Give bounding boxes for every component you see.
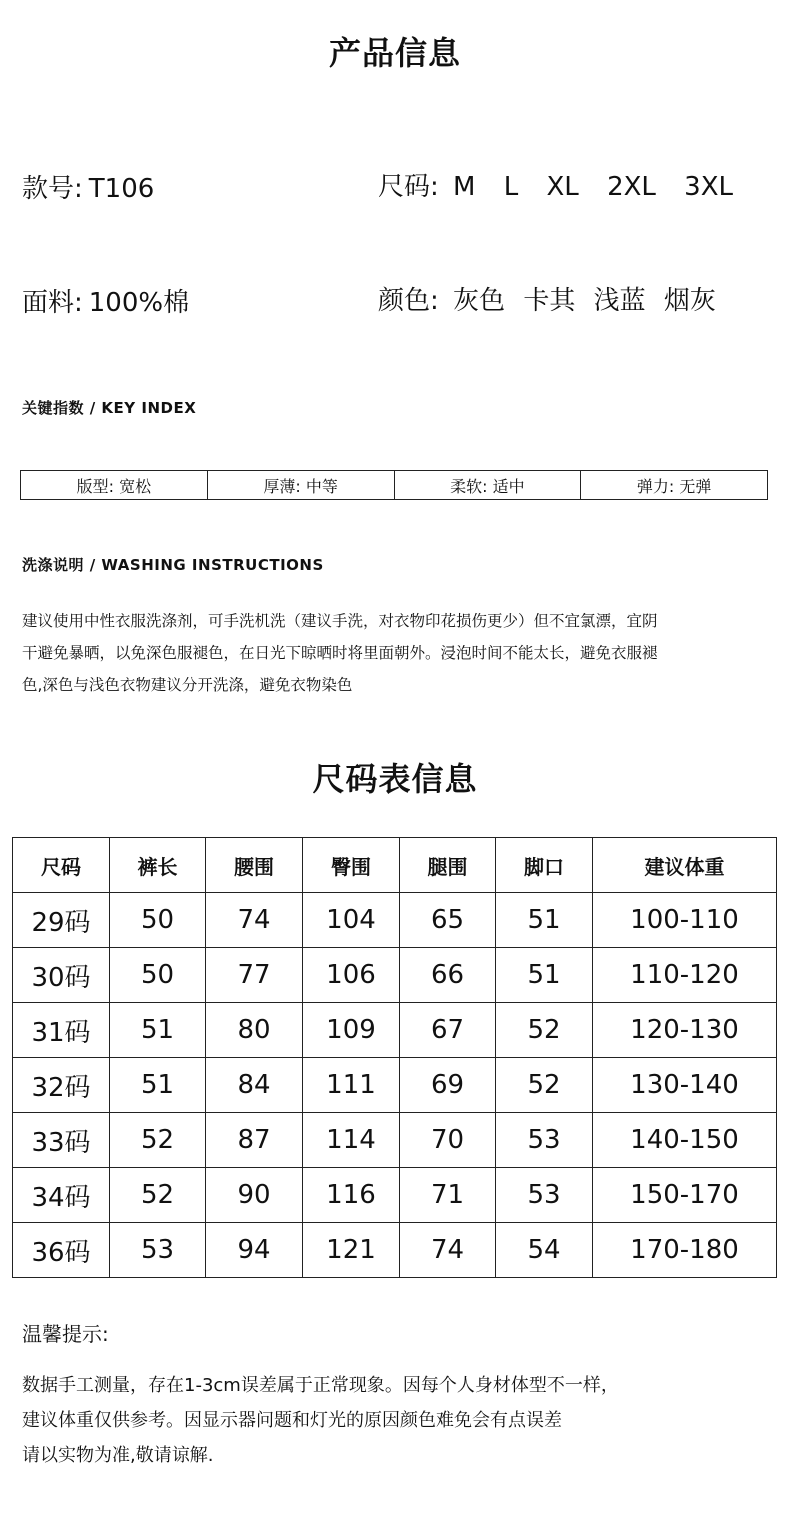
color-option: 灰色 [453,286,506,316]
washing-text [22,605,777,701]
table-cell: 80 [206,1003,303,1058]
washing-heading: 洗涤说明 / WASHING INSTRUCTIONS [22,556,324,574]
style-number-row [22,168,154,205]
size-option: 3XL [684,172,734,202]
table-cell: 34码 [13,1168,110,1223]
table-cell: 74 [206,893,303,948]
table-cell: 53 [496,1113,593,1168]
style-number-label: 款号: [22,174,83,204]
size-chart-table [12,837,777,1278]
column-header-hip: 臀围 [303,838,400,893]
color-option: 浅蓝 [593,286,646,316]
column-header-hem: 脚口 [496,838,593,893]
column-header-length: 裤长 [110,838,206,893]
washing-line: 干避免暴晒，以免深色服褪色，在日光下晾晒时将里面朝外。浸泡时间不能太长，避免衣服褪 [22,644,658,662]
table-cell: 29码 [13,893,110,948]
table-cell: 71 [400,1168,496,1223]
table-cell: 53 [496,1168,593,1223]
table-cell: 51 [496,948,593,1003]
table-cell: 32码 [13,1058,110,1113]
key-index-heading: 关键指数 / KEY INDEX [22,399,197,417]
table-cell: 70 [400,1113,496,1168]
table-cell: 51 [110,1003,206,1058]
size-row [378,166,753,203]
table-cell: 106 [303,948,400,1003]
product-info-title: 产品信息 [328,34,461,72]
table-cell: 65 [400,893,496,948]
key-index-softness: 柔软: 适中 [395,471,582,499]
table-cell: 53 [110,1223,206,1278]
table-cell: 94 [206,1223,303,1278]
key-index-elasticity: 弹力: 无弹 [636,476,712,496]
table-cell: 111 [303,1058,400,1113]
table-cell: 130-140 [593,1058,777,1113]
fabric-label: 面料: [22,288,83,318]
table-cell: 52 [110,1113,206,1168]
washing-line: 色,深色与浅色衣物建议分开洗涤，避免衣物染色 [22,676,353,694]
key-index-table [20,470,768,500]
column-header-size: 尺码 [13,838,110,893]
table-cell: 52 [496,1058,593,1113]
table-cell: 140-150 [593,1113,777,1168]
table-cell: 51 [110,1058,206,1113]
table-row [13,1058,777,1113]
table-row [13,1223,777,1278]
key-index-fit: 版型: 宽松 [21,471,208,499]
table-row [13,948,777,1003]
table-cell: 50 [110,893,206,948]
table-cell: 100-110 [593,893,777,948]
washing-line: 建议使用中性衣服洗涤剂，可手洗机洗（建议手洗，对衣物印花损伤更少）但不宜氯漂，宜阴 [22,612,658,630]
table-cell: 121 [303,1223,400,1278]
tips-title: 温馨提示: [22,1322,109,1346]
table-row [13,1113,777,1168]
table-cell: 67 [400,1003,496,1058]
table-cell: 52 [496,1003,593,1058]
table-cell: 114 [303,1113,400,1168]
color-label: 颜色: [378,286,439,316]
tips-text [22,1368,772,1473]
table-cell: 74 [400,1223,496,1278]
table-cell: 109 [303,1003,400,1058]
table-cell: 120-130 [593,1003,777,1058]
table-cell: 84 [206,1058,303,1113]
table-cell: 170-180 [593,1223,777,1278]
table-cell: 104 [303,893,400,948]
table-row [13,1168,777,1223]
table-cell: 50 [110,948,206,1003]
column-header-weight: 建议体重 [593,838,777,893]
table-cell: 69 [400,1058,496,1113]
table-row [13,893,777,948]
table-row [13,1003,777,1058]
size-chart-title: 尺码表信息 [312,760,478,798]
column-header-thigh: 腿围 [400,838,496,893]
table-cell: 110-120 [593,948,777,1003]
table-cell: 116 [303,1168,400,1223]
key-index-thickness: 厚薄: 中等 [208,471,395,499]
size-option: 2XL [607,172,656,202]
table-cell: 30码 [13,948,110,1003]
table-cell: 77 [206,948,303,1003]
size-option: L [503,172,519,202]
fabric-value: 100%棉 [88,288,190,318]
size-chart-header-row [13,838,777,893]
color-row [378,280,726,317]
color-option: 烟灰 [663,286,716,316]
column-header-waist: 腰围 [206,838,303,893]
size-option: XL [546,172,579,202]
fabric-row [22,282,189,319]
table-cell: 66 [400,948,496,1003]
style-number-value: T106 [88,174,155,204]
tips-line: 建议体重仅供参考。因显示器问题和灯光的原因颜色难免会有点误差 [22,1410,562,1431]
table-cell: 87 [206,1113,303,1168]
table-cell: 31码 [13,1003,110,1058]
size-option: M [453,172,476,202]
table-cell: 36码 [13,1223,110,1278]
tips-line: 请以实物为准,敬请谅解. [22,1445,214,1466]
tips-line: 数据手工测量，存在1-3cm误差属于正常现象。因每个人身材体型不一样， [22,1375,619,1396]
table-cell: 51 [496,893,593,948]
table-cell: 150-170 [593,1168,777,1223]
table-cell: 33码 [13,1113,110,1168]
table-cell: 90 [206,1168,303,1223]
size-label: 尺码: [378,172,439,202]
table-cell: 52 [110,1168,206,1223]
table-cell: 54 [496,1223,593,1278]
color-option: 卡其 [523,286,576,316]
